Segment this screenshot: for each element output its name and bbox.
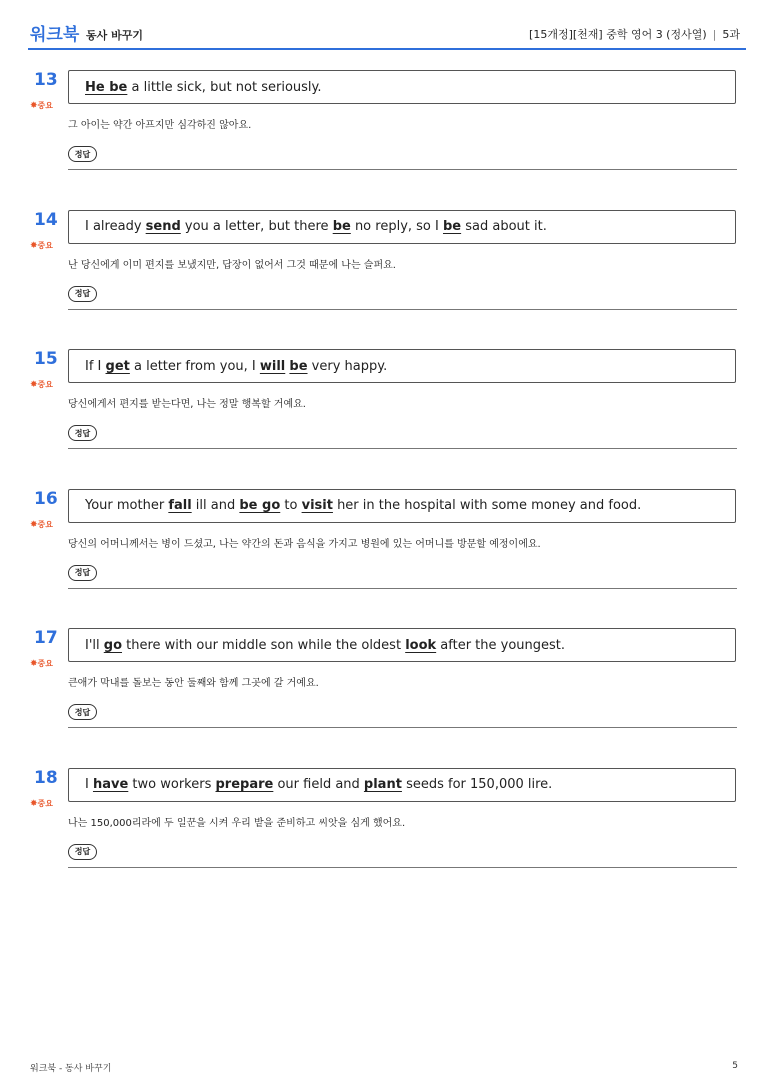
target-verb: visit xyxy=(301,498,333,513)
target-verb: be go xyxy=(239,498,281,513)
fox-icon: ✸ xyxy=(30,101,38,111)
importance-label: 중요 xyxy=(37,798,54,808)
sentence-fragment: you a letter, but there xyxy=(180,219,333,234)
target-verb: have xyxy=(92,777,129,792)
header-separator: | xyxy=(712,28,717,41)
brand-title: 워크북 xyxy=(30,25,80,45)
importance-label: 중요 xyxy=(37,519,54,529)
question-number: 13 xyxy=(34,70,58,90)
sentence-text xyxy=(85,638,565,653)
importance-badge xyxy=(30,658,53,669)
answer-line xyxy=(68,448,737,449)
answer-button[interactable]: 정답 xyxy=(68,844,97,860)
target-verb: be xyxy=(289,358,308,374)
exercise-item xyxy=(28,768,740,898)
target-verb: look xyxy=(405,637,437,653)
sentence-fragment: sad about it. xyxy=(461,219,547,234)
fox-icon: ✸ xyxy=(30,659,38,669)
sentence-fragment: a little sick, but not seriously. xyxy=(127,79,322,95)
answer-button[interactable]: 정답 xyxy=(68,286,97,302)
fox-icon: ✸ xyxy=(30,798,38,809)
target-verb: plant xyxy=(363,777,402,792)
section-title: 동사 바꾸기 xyxy=(86,29,143,42)
sentence-text xyxy=(85,359,387,374)
sentence-box xyxy=(68,628,736,662)
course-info xyxy=(529,26,740,42)
korean-translation: 큰애가 막내를 돌보는 동안 둘째와 함께 그곳에 갈 거예요. xyxy=(68,678,319,689)
korean-translation: 그 아이는 약간 아프지만 심각하진 않아요. xyxy=(68,120,252,131)
answer-line xyxy=(68,309,737,310)
answer-line xyxy=(68,588,737,589)
importance-label: 중요 xyxy=(37,240,54,250)
sentence-text xyxy=(85,777,552,792)
fox-icon: ✸ xyxy=(30,240,38,251)
answer-line xyxy=(68,727,737,728)
sentence-box xyxy=(68,489,736,523)
importance-badge xyxy=(30,100,53,111)
sentence-box xyxy=(68,70,736,104)
target-verb: prepare xyxy=(215,777,274,792)
sentence-box xyxy=(68,768,736,802)
sentence-text xyxy=(85,80,322,95)
answer-button[interactable]: 정답 xyxy=(68,704,97,720)
question-number: 17 xyxy=(34,628,58,648)
importance-badge xyxy=(30,798,53,809)
sentence-fragment: I xyxy=(85,777,93,792)
target-verb: be xyxy=(332,219,351,234)
sentence-fragment: I'll xyxy=(85,637,104,653)
sentence-fragment: our field and xyxy=(273,777,364,792)
question-number: 16 xyxy=(34,488,58,509)
sentence-fragment: If I xyxy=(85,358,106,374)
target-verb: He be xyxy=(85,79,128,95)
page-header xyxy=(28,20,746,50)
target-verb: send xyxy=(145,219,181,234)
sentence-box xyxy=(68,349,736,383)
sentence-fragment: after the youngest. xyxy=(436,637,566,653)
sentence-fragment: seeds for 150,000 lire. xyxy=(401,777,553,792)
sentence-text xyxy=(85,498,641,513)
answer-button[interactable]: 정답 xyxy=(68,565,97,581)
sentence-fragment: very happy. xyxy=(307,358,388,374)
fox-icon: ✸ xyxy=(30,519,38,530)
footer-title: 워크북 - 동사 바꾸기 xyxy=(30,1064,112,1074)
target-verb: fall xyxy=(168,498,192,513)
importance-label: 중요 xyxy=(37,380,54,389)
answer-button[interactable]: 정답 xyxy=(68,146,97,162)
exercise-item xyxy=(28,349,740,479)
target-verb: be xyxy=(442,219,462,234)
question-number: 15 xyxy=(34,349,58,369)
korean-translation: 당신의 어머니께서는 병이 드셨고, 나는 약간의 돈과 음식을 가지고 병원에 있는 어머니를 방문할 예정이에요. xyxy=(68,538,541,550)
sentence-fragment: her in the hospital with some money and food. xyxy=(332,498,642,513)
korean-translation: 당신에게서 편지를 받는다면, 나는 정말 행복할 거예요. xyxy=(68,399,306,410)
sentence-fragment: there with our middle son while the oldest xyxy=(122,637,406,653)
answer-button[interactable]: 정답 xyxy=(68,425,97,441)
question-number: 14 xyxy=(34,209,58,230)
importance-label: 중요 xyxy=(37,101,54,110)
sentence-fragment: no reply, so I xyxy=(350,219,443,234)
importance-badge xyxy=(30,379,53,390)
exercise-item xyxy=(28,489,740,619)
korean-translation: 난 당신에게 이미 편지를 보냈지만, 답장이 없어서 그것 때문에 나는 슬퍼요. xyxy=(68,259,396,271)
target-verb: get xyxy=(105,358,130,374)
sentence-box xyxy=(68,210,736,244)
sentence-fragment: a letter from you, I xyxy=(129,358,260,374)
answer-line xyxy=(68,867,737,868)
importance-badge xyxy=(30,240,53,251)
footer-page-number: 5 xyxy=(732,1061,738,1071)
target-verb: go xyxy=(103,637,123,653)
sentence-text xyxy=(85,219,547,234)
korean-translation: 나는 150,000리라에 두 일꾼을 시켜 우리 밭을 준비하고 씨앗을 심게 했어요. xyxy=(68,817,406,829)
answer-line xyxy=(68,169,737,170)
sentence-fragment: Your mother xyxy=(85,498,169,513)
fox-icon: ✸ xyxy=(30,380,38,390)
sentence-fragment: I already xyxy=(85,219,146,234)
sentence-fragment: two workers xyxy=(128,777,216,792)
course-name: [15개정][천재] 중학 영어 3 (정사열) xyxy=(529,28,707,41)
importance-badge xyxy=(30,519,53,530)
exercise-item xyxy=(28,210,740,340)
target-verb: will xyxy=(259,358,286,374)
exercise-item xyxy=(28,628,740,758)
sentence-fragment: ill and xyxy=(191,498,240,513)
lesson-label: 5과 xyxy=(722,28,740,41)
importance-label: 중요 xyxy=(37,659,54,668)
exercise-item xyxy=(28,70,740,200)
question-number: 18 xyxy=(34,767,58,788)
sentence-fragment: to xyxy=(280,498,302,513)
